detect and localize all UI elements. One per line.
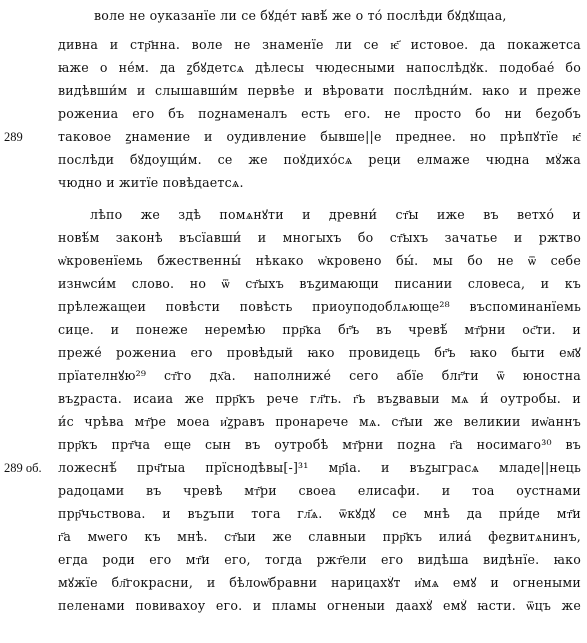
text-line: таковое ꙁнамение и оудивление бывше||е преднее. но прѣпꙋтїе ѥ҃ bbox=[58, 130, 581, 144]
text-line: видѣвши́м и слышавши́м первѣе и вѣровати послѣдни́м. ꙗко и преже bbox=[58, 84, 581, 98]
text-line: послѣди бꙋдоущи́м. се же поꙋ́дихо́сѧ реци елмаже чюдна мꙋ́жа bbox=[58, 153, 581, 167]
text-line: радоцами въ чревѣ мт҃ри своеа елисафи. и тоа оустнами bbox=[58, 484, 581, 498]
text-line: въꙁраста. исаиа же прр҃къ рече гл҃ть. г҃ь въꙁвавыи мѧ и́ оутробы. и bbox=[58, 392, 581, 406]
text-line: пеленами повивахоу его. и пламы огненыи даахꙋ́ емꙋ́ ꙗсти. ѿцъ же bbox=[58, 599, 581, 613]
text-line: дивна и стр҃нна. воле не знаменїе ли се ѥ҃ истовое. да покажетса bbox=[58, 38, 581, 52]
text-line: ꙗже о не́м. да ꙁбꙋдетсѧ дѣлесы чюдесными напослѣдꙋ́к. подобае́ бо bbox=[58, 61, 581, 75]
text-line: изнѡси́м слово. но ѿ ст҃ыхъ въꙁимающи писании словеса, и къ bbox=[58, 277, 581, 291]
text-line: г҃а мѡего къ мнѣ. ст҃ыи же славныи прр҃къ илиа́ феꙁвитѧнинъ, bbox=[58, 530, 581, 544]
text-line: прѣлежащеи повѣсти повѣсть приоуподоблѧюще²⁸ въспоминанїемь bbox=[58, 300, 581, 314]
text-line: сице. и понеже неремѣю прр҃ка бг҃ъ въ чревѣ́ мт҃рни ос҃ти. и bbox=[58, 323, 581, 337]
text-line: новѣ́м законѣ въсїавши́ и многыхъ бо ст҃ыхъ зачатье и ржтво bbox=[58, 231, 581, 245]
text-line: ложеснѣ́ прч҃тыа прїснодѣвы[-]³¹ мр҃іа. и въꙁыграсѧ младе||нець bbox=[58, 461, 581, 475]
text-line: мꙋжїе бл҃гокрасни, и бѣлоѡ҆бравни нарицахꙋ́т и҆мѧ емꙋ и огнеными bbox=[58, 576, 581, 590]
text-line: егда роди его мт҃и его, тогда ржт҃ели его видѣша видѣнїе. ꙗко bbox=[58, 553, 581, 567]
text-line: ѡ҆кровенїемь бжественны́ нѣкако ѡ҆кровено бы́. мы бо не ѿ себе bbox=[58, 254, 581, 268]
folio-number: 289 об. bbox=[4, 461, 42, 475]
folio-number: 289 bbox=[4, 130, 23, 144]
text-line: воле не оуказанїе ли се бꙋде́т ꙗвѣ́ же о то́ послѣди бꙋдꙋщаа, bbox=[94, 9, 507, 23]
text-line: лѣпо же здѣ помѧнꙋти и древни́ ст҃ы иже въ ветхо́ и bbox=[90, 208, 581, 222]
text-line: прр҃чьствова. и въꙁъпи тога гл҃ѧ. ѿкꙋдꙋ се мнѣ да при́де мт҃и bbox=[58, 507, 581, 521]
text-line: прїателнꙋю²⁹ ст҃го дх҃а. наполниже́ сего абїе блг҃ти ѿ юностна bbox=[58, 369, 581, 383]
text-line: и́с чрѣва мт҃ре моеа и҆ꙁравъ пронарече мѧ. ст҃ыи же великии иѡ҆аннъ bbox=[58, 415, 581, 429]
text-line: преже́ рожениа его провѣдый ꙗко провидець бг҃ъ ꙗко быти ем҃ꙋ bbox=[58, 346, 581, 360]
text-line: прр҃къ прт҃ча еще сын въ оутробѣ мт҃рни поꙁна г҃а носимаго³⁰ въ bbox=[58, 438, 581, 452]
text-line: рожениа его бъ поꙁнаменалъ есть его. не просто бо ни беꙁобъ bbox=[58, 107, 581, 121]
text-line: чюдно и житїе повѣдаетсѧ. bbox=[58, 176, 244, 190]
